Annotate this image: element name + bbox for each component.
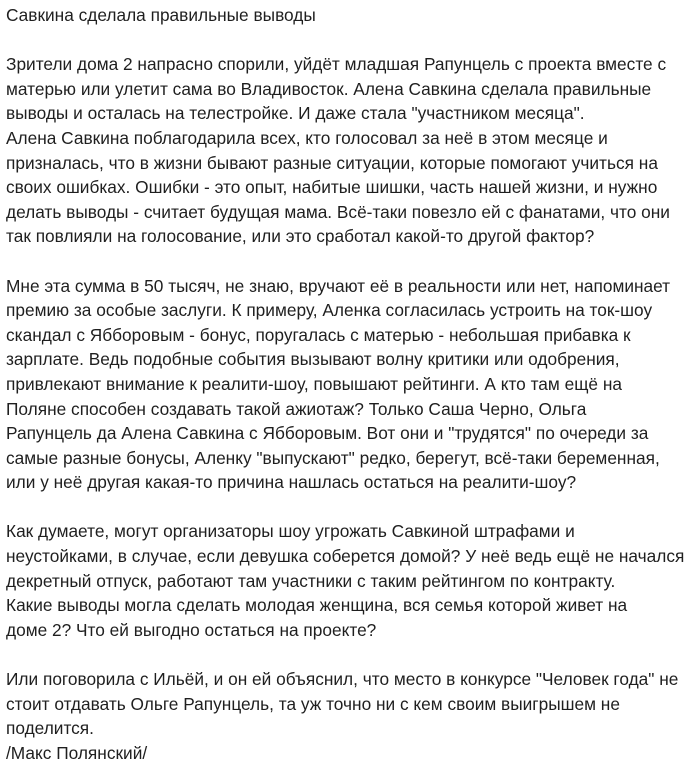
paragraph-line: Как думаете, могут организаторы шоу угрожать Савкиной штрафами и	[6, 521, 575, 542]
paragraph-line: так повлияли на голосование, или это сработал какой-то другой фактор?	[6, 226, 595, 247]
paragraph-line: призналась, что в жизни бывают разные ситуации, которые помогают учиться на	[6, 152, 658, 173]
paragraph-line: стоит отдавать Ольге Рапунцель, та уж точно ни с кем своим выигрышем не	[6, 693, 620, 714]
paragraph-1	[6, 52, 696, 249]
paragraph-line: Рапунцель да Алена Савкина с Ябборовым. Вот они и "трудятся" по очереди за	[6, 423, 649, 444]
paragraph-3	[6, 519, 696, 642]
paragraph-line: зарплате. Ведь подобные события вызывают волну критики или одобрения,	[6, 349, 620, 370]
paragraph-4	[6, 667, 696, 765]
paragraph-line: самые разные бонусы, Аленку "выпускают" редко, берегут, всё-таки беременная,	[6, 447, 660, 468]
paragraph-gap	[6, 28, 696, 53]
paragraph-line: Поляне способен создавать такой ажиотаж? Только Саша Черно, Ольга	[6, 398, 587, 419]
paragraph-line: матерью или улетит сама во Владивосток. Алена Савкина сделала правильные	[6, 78, 652, 99]
paragraph-line: доме 2? Что ей выгодно остаться на проекте?	[6, 619, 377, 640]
paragraph-line: привлекают внимание к реалити-шоу, повышают рейтинги. А кто там ещё на	[6, 373, 622, 394]
paragraph-2	[6, 274, 696, 495]
paragraph-line: Какие выводы могла сделать молодая женщина, вся семья которой живет на	[6, 595, 628, 616]
paragraph-line: Или поговорила с Ильёй, и он ей объяснил, что место в конкурсе "Человек года" не	[6, 669, 679, 690]
paragraph-line: Алена Савкина поблагодарила всех, кто голосовал за неё в этом месяце и	[6, 127, 608, 148]
paragraph-line: делать выводы - считает будущая мама. Всё-таки повезло ей с фанатами, что они	[6, 201, 670, 222]
paragraph-line: неустойками, в случае, если девушка соберется домой? У неё ведь ещё не начался	[6, 546, 685, 567]
paragraph-line: премию за особые заслуги. К примеру, Аленка согласилась устроить на ток-шоу	[6, 300, 653, 321]
paragraph-gap	[6, 249, 696, 274]
article-title: Савкина сделала правильные выводы	[6, 5, 316, 25]
article	[6, 0, 696, 765]
paragraph-line: выводы и осталась на телестройке. И даже стала "участником месяца".	[6, 103, 585, 124]
paragraph-gap	[6, 495, 696, 520]
author-signature: /Макс Полянский/	[6, 742, 148, 763]
paragraph-line: Зрители дома 2 напрасно спорили, уйдёт младшая Рапунцель с проекта вместе с	[6, 54, 667, 75]
paragraph-line: Мне эта сумма в 50 тысяч, не знаю, вручают её в реальности или нет, напоминает	[6, 275, 671, 296]
paragraph-line: или у неё другая какая-то причина нашлась остаться на реалити-шоу?	[6, 472, 577, 493]
paragraph-line: своих ошибках. Ошибки - это опыт, набитые шишки, часть нашей жизни, и нужно	[6, 177, 658, 198]
paragraph-line: поделится.	[6, 718, 94, 739]
paragraph-gap	[6, 642, 696, 667]
paragraph-line: декретный отпуск, работают там участники с таким рейтингом по контракту.	[6, 570, 616, 591]
paragraph-line: скандал с Ябборовым - бонус, поругалась с матерью - небольшая прибавка к	[6, 324, 631, 345]
